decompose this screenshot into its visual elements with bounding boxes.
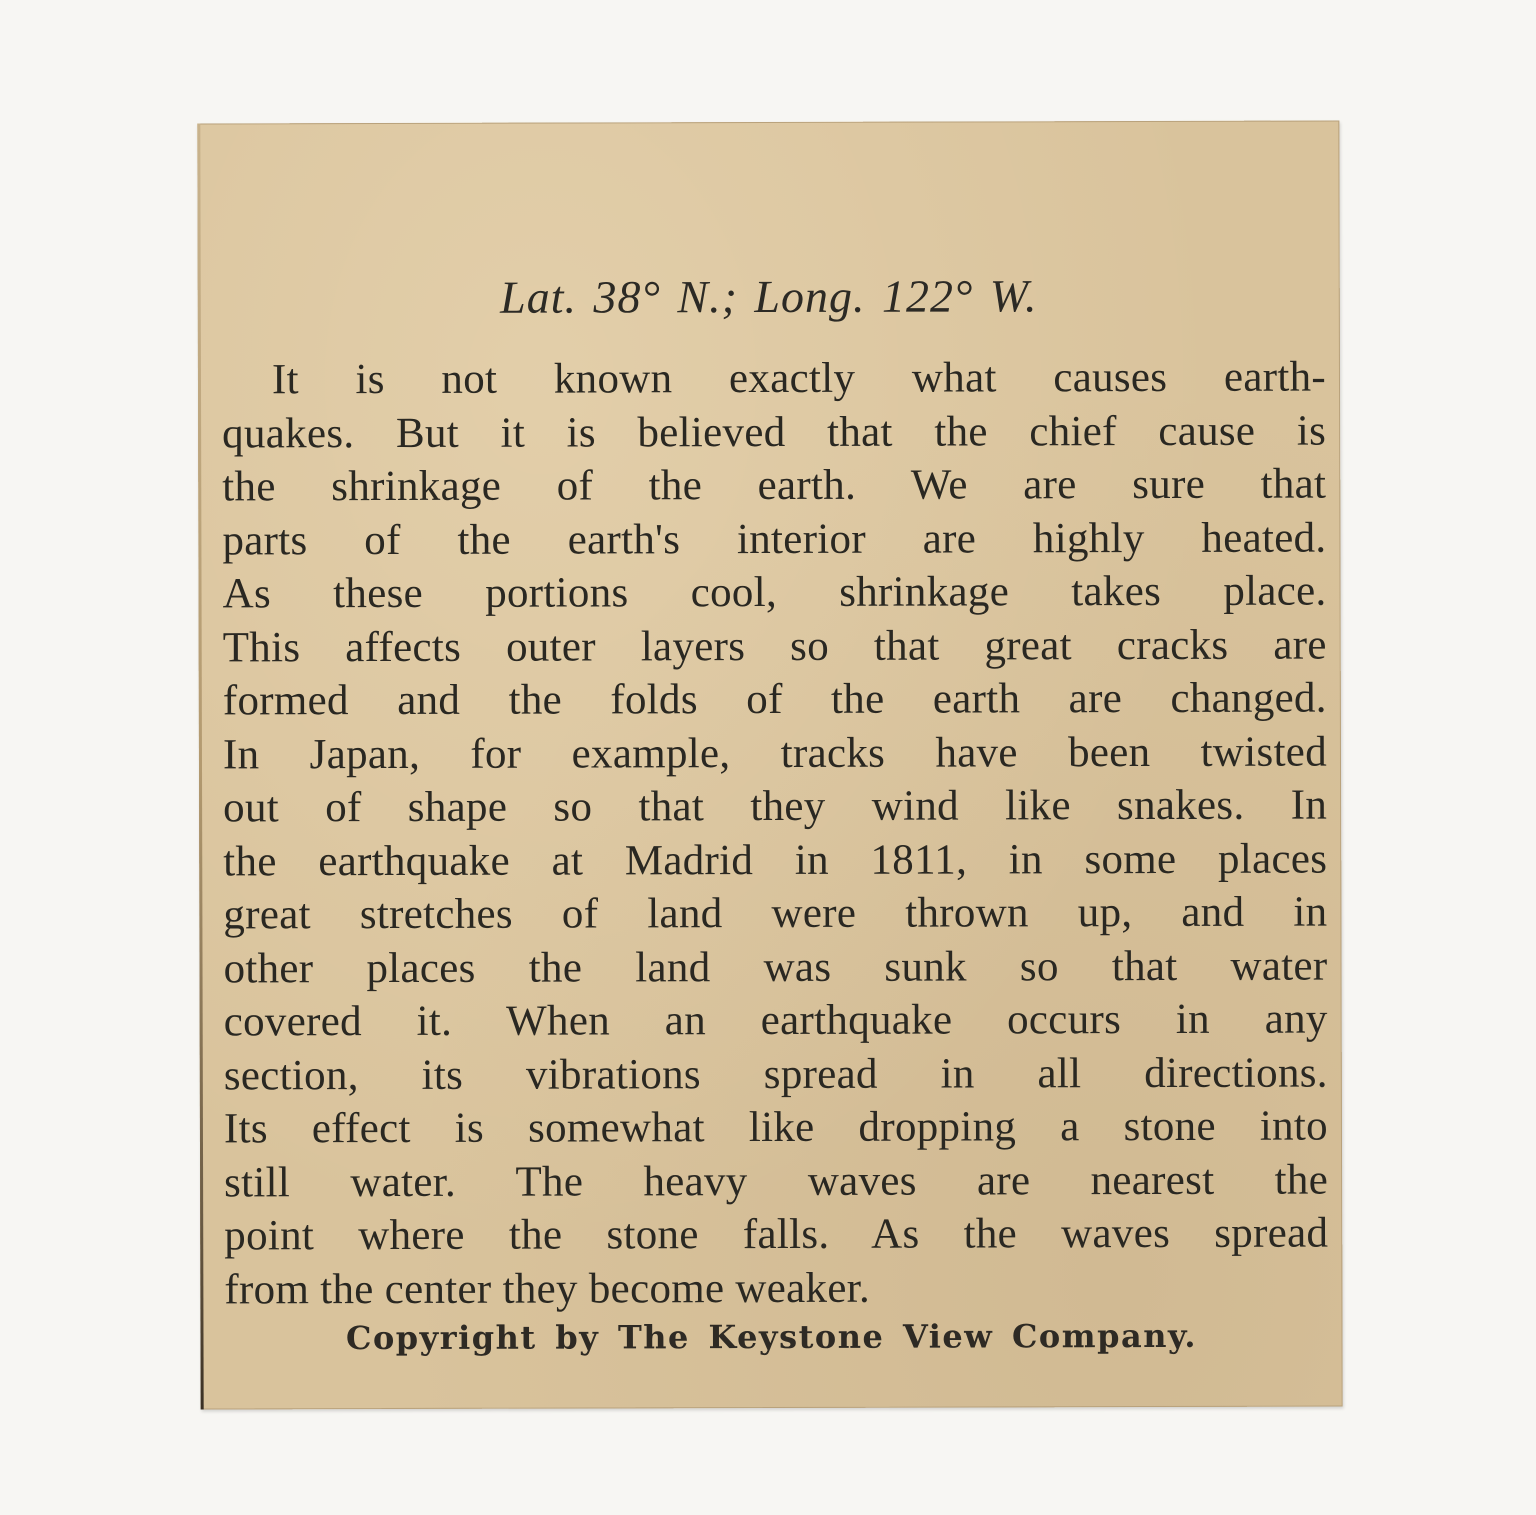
paragraph-line: covered it. When an earthquake occurs in any — [223, 995, 1328, 1046]
paragraph-line: great stretches of land were thrown up, and in — [223, 888, 1328, 939]
coordinates-heading: Lat. 38° N.; Long. 122° W. — [500, 270, 1038, 323]
paragraph-line: parts of the earth's interior are highly heated. — [222, 514, 1327, 564]
stereoview-caption-card — [197, 121, 1342, 1410]
caption-paragraph — [222, 351, 1329, 1317]
copyright-notice: Copyright by The Keystone View Company. — [345, 1316, 1198, 1358]
paragraph-line: still water. The heavy waves are nearest the — [224, 1156, 1329, 1206]
paragraph-line: It is not known exactly what causes earth- — [271, 353, 1327, 404]
paragraph-line: the shrinkage of the earth. We are sure that — [222, 460, 1327, 511]
paragraph-line: other places the land was sunk so that water — [223, 942, 1328, 992]
paragraph-line: In Japan, for example, tracks have been twisted — [222, 728, 1328, 778]
paragraph-line: point where the stone falls. As the waves spread — [224, 1209, 1329, 1260]
paragraph-line: out of shape so that they wind like snakes. In — [223, 781, 1328, 832]
paragraph-line: section, its vibrations spread in all directions. — [223, 1049, 1328, 1099]
paragraph-line: the earthquake at Madrid in 1811, in some places — [223, 835, 1328, 885]
paragraph-line: This affects outer layers so that great cracks are — [222, 621, 1327, 671]
paragraph-line: from the center they become weaker. — [224, 1264, 871, 1313]
paragraph-line: formed and the folds of the earth are changed. — [222, 674, 1327, 725]
paragraph-line: Its effect is somewhat like dropping a stone into — [223, 1102, 1329, 1153]
paragraph-line: As these portions cool, shrinkage takes place. — [222, 567, 1327, 618]
paragraph-line: quakes. But it is believed that the chief cause is — [222, 407, 1327, 457]
